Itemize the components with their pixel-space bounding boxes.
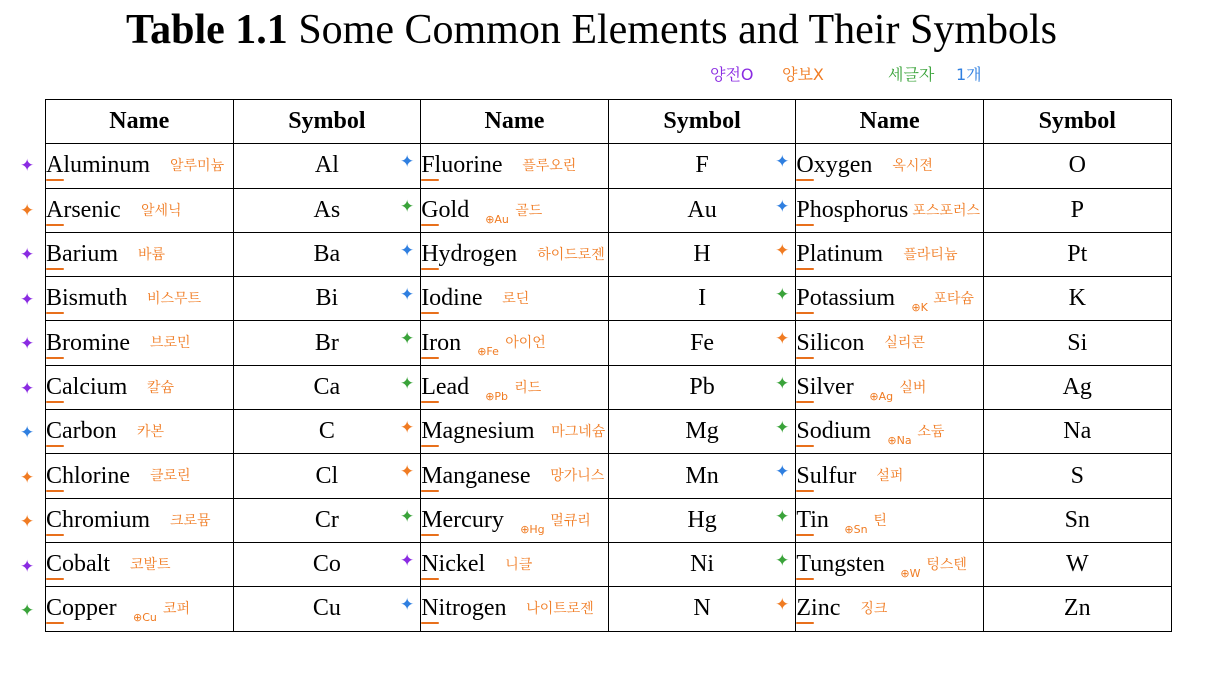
element-name: Potassium [796, 285, 896, 312]
element-name-cell [46, 232, 234, 276]
element-name: Chromium [46, 506, 151, 533]
element-name-cell [421, 232, 609, 276]
table-row [46, 144, 1172, 188]
element-symbol-cell [983, 188, 1171, 232]
category-mark-icon: ✦ [775, 285, 790, 306]
element-symbol: Ni [690, 551, 715, 578]
korean-annotation: 리드 [514, 379, 542, 396]
element-name-cell [796, 321, 984, 365]
table-row [46, 321, 1172, 365]
element-name: Manganese [421, 462, 531, 489]
element-symbol: Pb [689, 373, 715, 400]
element-name: Iron [421, 329, 462, 356]
element-symbol-cell [983, 321, 1171, 365]
header-symbol: Symbol [233, 100, 421, 144]
element-symbol-cell [233, 410, 421, 454]
korean-annotation: 포스포러스 [912, 202, 980, 219]
element-name-cell [796, 144, 984, 188]
element-name: Calcium [46, 373, 128, 400]
category-mark-icon: ✦ [775, 418, 790, 439]
korean-annotation: 하이드로젠 [537, 246, 605, 263]
ion-annotation: ⊕Pb [485, 389, 509, 403]
korean-annotation: 옥시젼 [892, 158, 933, 175]
category-mark-icon: ✦ [775, 462, 790, 483]
element-symbol-cell [983, 277, 1171, 321]
korean-annotation: 실버 [899, 379, 927, 396]
category-mark-icon: ✦ [20, 467, 35, 488]
element-name-cell [421, 144, 609, 188]
korean-annotation: 로딘 [502, 291, 530, 308]
element-symbol: Si [1067, 329, 1088, 356]
category-mark-icon: ✦ [399, 418, 415, 439]
table-row [46, 277, 1172, 321]
element-name-cell [796, 232, 984, 276]
korean-annotation: 니클 [505, 556, 533, 573]
korean-annotation: 실리콘 [884, 335, 925, 352]
element-name-cell [421, 587, 609, 631]
element-symbol-cell [983, 542, 1171, 586]
element-name: Magnesium [421, 418, 535, 445]
korean-annotation: 브로민 [150, 335, 191, 352]
element-symbol-cell [608, 144, 796, 188]
category-mark-icon: ✦ [775, 196, 790, 217]
element-name-cell [421, 498, 609, 542]
element-symbol: N [693, 595, 711, 622]
korean-annotation: 클로린 [150, 468, 191, 485]
element-name-cell [46, 587, 234, 631]
category-mark-icon: ✦ [399, 373, 415, 394]
elements-table [45, 99, 1172, 632]
korean-annotation: 크로뮴 [170, 512, 211, 529]
element-symbol-cell [233, 454, 421, 498]
element-name: Zinc [796, 595, 841, 622]
element-name: Mercury [421, 506, 504, 533]
legend-item: 1개 [956, 65, 982, 84]
element-name: Nickel [421, 551, 486, 578]
element-symbol: Cl [315, 462, 339, 489]
header-symbol: Symbol [608, 100, 796, 144]
element-name: Bromine [46, 329, 130, 356]
element-symbol: Hg [687, 506, 717, 533]
table-row [46, 232, 1172, 276]
element-symbol-cell [233, 277, 421, 321]
category-mark-icon: ✦ [399, 196, 415, 217]
element-symbol-cell [233, 144, 421, 188]
element-symbol: Al [314, 152, 339, 179]
ion-annotation: ⊕Cu [133, 611, 157, 625]
ion-annotation: ⊕Fe [477, 345, 499, 359]
korean-annotation: 징크 [860, 601, 888, 618]
korean-annotation: 코퍼 [163, 601, 191, 618]
element-name: Gold [421, 196, 470, 223]
ion-annotation: ⊕W [900, 566, 921, 580]
element-name-cell [46, 365, 234, 409]
category-mark-icon: ✦ [399, 595, 415, 616]
element-symbol-cell [608, 410, 796, 454]
element-name-cell [421, 410, 609, 454]
element-name: Silver [796, 373, 854, 400]
element-name-cell [46, 188, 234, 232]
category-mark-icon: ✦ [399, 329, 415, 350]
element-name-cell [796, 277, 984, 321]
element-name-cell [796, 542, 984, 586]
element-symbol-cell [608, 542, 796, 586]
category-mark-icon: ✦ [775, 550, 790, 571]
element-name: Oxygen [796, 152, 873, 179]
element-name-cell [46, 542, 234, 586]
element-name: Silicon [796, 329, 865, 356]
category-mark-icon: ✦ [775, 152, 790, 173]
category-mark-icon: ✦ [775, 373, 790, 394]
element-name: Hydrogen [421, 241, 518, 268]
element-name: Nitrogen [421, 595, 507, 622]
element-symbol-cell [608, 365, 796, 409]
korean-annotation: 설퍼 [876, 468, 904, 485]
category-mark-icon: ✦ [399, 462, 415, 483]
element-symbol: C [318, 418, 335, 445]
element-symbol: I [698, 285, 707, 312]
element-symbol: S [1070, 462, 1084, 489]
element-name-cell [796, 587, 984, 631]
korean-annotation: 칼슘 [147, 379, 175, 396]
korean-annotation: 텅스텐 [926, 556, 967, 573]
korean-annotation: 코발트 [130, 556, 171, 573]
element-symbol-cell [983, 587, 1171, 631]
element-name: Chlorine [46, 462, 130, 489]
element-name-cell [421, 454, 609, 498]
element-name-cell [421, 277, 609, 321]
ion-annotation: ⊕Hg [520, 522, 545, 536]
element-symbol-cell [983, 410, 1171, 454]
category-mark-icon: ✦ [399, 240, 415, 261]
element-name-cell [421, 542, 609, 586]
element-name: Tungsten [796, 551, 885, 578]
element-symbol: Cr [314, 506, 339, 533]
element-name: Iodine [421, 285, 483, 312]
element-name-cell [421, 321, 609, 365]
korean-annotation: 알세닉 [141, 202, 182, 219]
legend-item: 세글자 [888, 65, 935, 84]
table-row [46, 587, 1172, 631]
element-symbol: Au [687, 196, 717, 223]
table-title [0, 6, 1183, 54]
element-symbol: Ca [313, 373, 341, 400]
element-symbol-cell [233, 232, 421, 276]
element-symbol: Br [314, 329, 339, 356]
category-mark-icon: ✦ [775, 240, 790, 261]
korean-annotation: 아이언 [505, 335, 546, 352]
element-symbol-cell [608, 321, 796, 365]
element-name-cell [796, 188, 984, 232]
element-name: Fluorine [421, 152, 503, 179]
header-symbol: Symbol [983, 100, 1171, 144]
element-symbol-cell [608, 498, 796, 542]
element-name: Carbon [46, 418, 117, 445]
element-symbol: Ag [1062, 373, 1092, 400]
category-mark-icon: ✦ [399, 550, 415, 571]
element-symbol: Pt [1067, 241, 1088, 268]
element-name: Sulfur [796, 462, 857, 489]
element-symbol: O [1068, 152, 1086, 179]
element-name: Barium [46, 241, 118, 268]
element-name: Aluminum [46, 152, 151, 179]
element-symbol: K [1068, 285, 1086, 312]
element-name-cell [796, 365, 984, 409]
element-symbol-cell [233, 321, 421, 365]
korean-annotation: 알루미늄 [170, 158, 225, 175]
legend-item: 양전O [710, 65, 754, 84]
element-symbol: Ba [313, 241, 341, 268]
element-name-cell [421, 365, 609, 409]
element-name-cell [46, 321, 234, 365]
korean-annotation: 소듐 [917, 424, 945, 441]
category-mark-icon: ✦ [775, 506, 790, 527]
category-mark-icon: ✦ [20, 334, 35, 354]
korean-annotation: 바륨 [138, 246, 166, 263]
element-name-cell [46, 454, 234, 498]
category-mark-icon: ✦ [20, 245, 35, 265]
korean-annotation: 플루오린 [522, 158, 577, 175]
ion-annotation: ⊕Ag [869, 389, 894, 403]
element-symbol-cell [983, 144, 1171, 188]
header-name: Name [46, 100, 234, 144]
element-symbol-cell [608, 232, 796, 276]
table-row [46, 188, 1172, 232]
element-symbol-cell [233, 587, 421, 631]
element-symbol: As [313, 196, 341, 223]
element-name: Bismuth [46, 285, 128, 312]
element-symbol: H [693, 241, 711, 268]
ion-annotation: ⊕K [911, 301, 928, 315]
category-mark-icon: ✦ [399, 506, 415, 527]
korean-annotation: 나이트로젠 [526, 601, 594, 618]
category-mark-icon: ✦ [20, 378, 35, 399]
category-mark-icon: ✦ [775, 329, 790, 350]
element-symbol-cell [233, 188, 421, 232]
element-name-cell [46, 410, 234, 454]
element-symbol: Bi [315, 285, 339, 312]
element-name-cell [796, 410, 984, 454]
header-row [46, 100, 1172, 144]
table-row [46, 454, 1172, 498]
element-symbol: Na [1063, 418, 1092, 445]
ion-annotation: ⊕Na [887, 434, 912, 448]
element-symbol-cell [233, 365, 421, 409]
korean-annotation: 플라티늄 [903, 246, 958, 263]
table-row [46, 410, 1172, 454]
element-symbol: Sn [1064, 506, 1090, 533]
header-name: Name [796, 100, 984, 144]
category-mark-icon: ✦ [20, 156, 35, 176]
korean-annotation: 멀큐리 [550, 512, 591, 529]
element-symbol: Zn [1063, 595, 1091, 622]
element-symbol: Cu [312, 595, 341, 622]
category-mark-icon: ✦ [20, 289, 35, 310]
element-symbol: Fe [690, 329, 715, 356]
korean-annotation: 골드 [515, 202, 543, 219]
element-symbol: W [1065, 551, 1089, 578]
element-name: Lead [421, 373, 470, 400]
element-symbol-cell [608, 277, 796, 321]
category-mark-icon: ✦ [775, 595, 790, 616]
element-name-cell [46, 277, 234, 321]
table-number: Table 1.1 [125, 7, 288, 53]
table-row [46, 365, 1172, 409]
element-symbol-cell [233, 542, 421, 586]
element-symbol-cell [608, 188, 796, 232]
ion-annotation: ⊕Sn [844, 522, 868, 536]
category-mark-icon: ✦ [20, 556, 35, 577]
element-symbol: Mn [685, 462, 719, 489]
category-mark-icon: ✦ [399, 285, 415, 306]
element-name-cell [46, 144, 234, 188]
korean-annotation: 포타슘 [933, 291, 974, 308]
element-name: Sodium [796, 418, 872, 445]
element-symbol-cell [608, 454, 796, 498]
element-name-cell [421, 188, 609, 232]
element-symbol: P [1070, 196, 1084, 223]
header-name: Name [421, 100, 609, 144]
korean-annotation: 망가니스 [550, 468, 605, 485]
category-mark-icon: ✦ [20, 200, 35, 221]
element-symbol: Mg [685, 418, 719, 445]
element-symbol-cell [983, 454, 1171, 498]
legend-item: 양보X [782, 65, 824, 84]
korean-annotation: 마그네슘 [551, 424, 606, 441]
korean-annotation: 틴 [873, 512, 887, 529]
element-symbol-cell [983, 365, 1171, 409]
table-row [46, 542, 1172, 586]
ion-annotation: ⊕Au [485, 212, 509, 226]
element-name: Tin [796, 506, 829, 533]
element-name: Cobalt [46, 551, 110, 578]
category-mark-icon: ✦ [20, 423, 35, 443]
element-name: Phosphorus [796, 196, 909, 223]
element-name-cell [796, 454, 984, 498]
element-symbol-cell [608, 587, 796, 631]
category-mark-icon: ✦ [20, 601, 35, 621]
element-symbol: Co [312, 551, 341, 578]
element-name: Arsenic [46, 196, 121, 223]
element-symbol-cell [983, 232, 1171, 276]
korean-annotation: 비스무트 [147, 291, 202, 308]
table-row [46, 498, 1172, 542]
element-name: Copper [46, 595, 117, 622]
element-symbol: F [695, 152, 709, 179]
korean-annotation: 카본 [137, 424, 165, 441]
element-symbol-cell [983, 498, 1171, 542]
element-name: Platinum [796, 241, 884, 268]
element-name-cell [796, 498, 984, 542]
category-mark-icon: ✦ [20, 512, 35, 532]
element-name-cell [46, 498, 234, 542]
element-symbol-cell [233, 498, 421, 542]
category-mark-icon: ✦ [399, 152, 415, 173]
table-caption: Some Common Elements and Their Symbols [298, 7, 1057, 53]
